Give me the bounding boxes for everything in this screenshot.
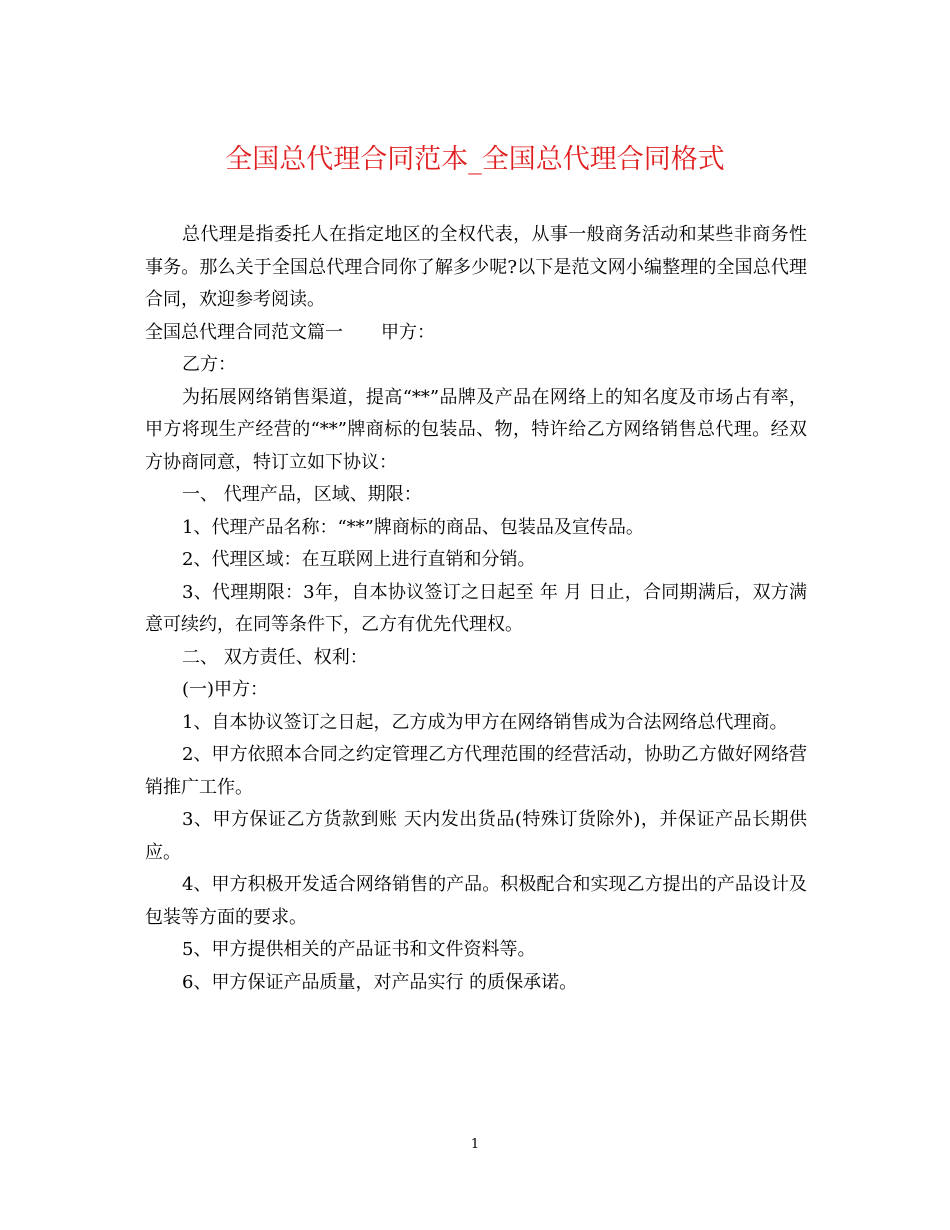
preamble-paragraph: 为拓展网络销售渠道，提高“**”品牌及产品在网络上的知名度及市场占有率，甲方将现生产经营的“**”牌商标的包装品、物，特许给乙方网络销售总代理。经双方协商同意，特订立如下协议： <box>145 386 807 473</box>
party-a-item: 4、甲方积极开发适合网络销售的产品。积极配合和实现乙方提出的产品设计及包装等方面的要求。 <box>145 874 807 928</box>
party-a-item: 2、甲方依照本合同之约定管理乙方代理范围的经营活动，协助乙方做好网络营销推广工作。 <box>145 744 807 798</box>
sub-heading-party-a: (一)甲方： <box>182 679 269 700</box>
clause-2-heading: 二、 双方责任、权利： <box>182 646 368 668</box>
party-a-label: 甲方： <box>381 321 435 343</box>
party-a-item: 6、甲方保证产品质量，对产品实行 的质保承诺。 <box>182 971 578 993</box>
page-number: 1 <box>470 1137 480 1152</box>
party-a-item: 3、甲方保证乙方货款到账 天内发出货品(特殊订货除外)，并保证产品长期供应。 <box>145 809 807 863</box>
intro-paragraph: 总代理是指委托人在指定地区的全权代表，从事一般商务活动和某些非商务性事务。那么关于全国总代理合同你了解多少呢?以下是范文网小编整理的全国总代理合同，欢迎参考阅读。 <box>145 224 807 310</box>
party-a-item: 5、甲方提供相关的产品证书和文件资料等。 <box>182 939 536 960</box>
party-b-label: 乙方： <box>182 354 236 375</box>
section-heading: 全国总代理合同范文篇一 <box>145 321 343 343</box>
document-body <box>145 219 807 999</box>
party-a-item: 1、自本协议签订之日起，乙方成为甲方在网络销售成为合法网络总代理商。 <box>182 711 788 733</box>
clause-1-heading: 一、 代理产品，区域、期限： <box>182 484 422 505</box>
section-heading-line <box>145 317 807 350</box>
clause-1-item: 2、代理区域：在互联网上进行直销和分销。 <box>182 549 536 570</box>
clause-1-item: 1、代理产品名称：“**”牌商标的商品、包装品及宣传品。 <box>182 516 644 538</box>
document-title: 全国总代理合同范本_全国总代理合同格式 <box>225 144 725 175</box>
clause-1-item: 3、代理期限：3年，自本协议签订之日起至 年 月 日止，合同期满后，双方满意可续约，在同等条件下，乙方有优先代理权。 <box>145 581 807 635</box>
